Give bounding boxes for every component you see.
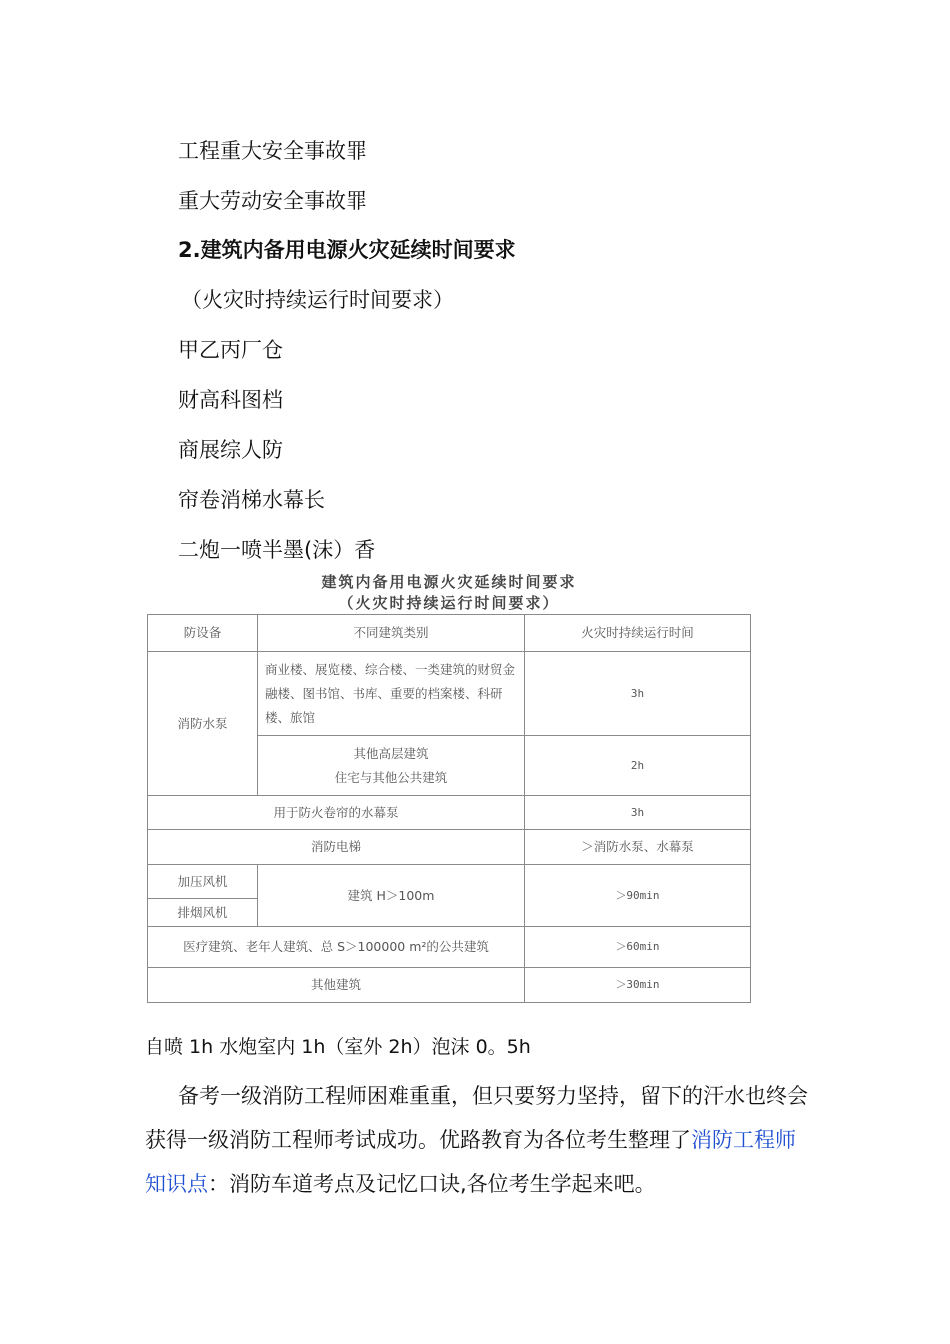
category-line: 其他高层建筑	[353, 745, 429, 761]
table-row	[148, 652, 751, 736]
line-subtitle: （火灾时持续运行时间要求）	[181, 288, 454, 312]
section-heading: 2.建筑内备用电源火灾延续时间要求	[178, 238, 516, 262]
line-2: 重大劳动安全事故罪	[178, 189, 367, 213]
category-cell: 建筑 H＞100m	[258, 865, 525, 927]
table-subtitle: （火灾时持续运行时间要求）	[338, 594, 560, 612]
table-title: 建筑内备用电源火灾延续时间要求	[321, 573, 577, 591]
time-cell: ＞60min	[525, 927, 751, 968]
category-cell: 商业楼、展览楼、综合楼、一类建筑的财贸金融楼、图书馆、书库、重要的档案楼、科研楼、旅馆	[258, 652, 525, 736]
mnemonic-line-5: 二炮一喷半墨(沫）香	[178, 538, 376, 562]
line-1: 工程重大安全事故罪	[178, 139, 367, 163]
time-cell: ＞90min	[525, 865, 751, 927]
mnemonic-line-1: 甲乙丙厂仓	[178, 338, 283, 362]
table-row	[148, 927, 751, 968]
paragraph-text-1: 备考一级消防工程师困难重重，但只要努力坚持，留下的汗水也终会获得一级消防工程师考试成功。优路教育为各位考生整理了	[145, 1084, 808, 1152]
fan-label-cell: 加压风机	[148, 865, 258, 899]
category-cell: 医疗建筑、老年人建筑、总 S＞100000 m²的公共建筑	[148, 927, 525, 968]
header-cell: 火灾时持续运行时间	[525, 615, 751, 652]
closing-paragraph	[145, 1074, 810, 1206]
category-cell: 用于防火卷帘的水幕泵	[148, 796, 525, 830]
table-row	[148, 968, 751, 1003]
category-cell	[258, 736, 525, 796]
time-cell: ＞消防水泵、水幕泵	[525, 830, 751, 865]
time-cell: 3h	[525, 796, 751, 830]
time-cell: 2h	[525, 736, 751, 796]
category-line: 住宅与其他公共建筑	[334, 769, 448, 785]
mnemonic-line-2: 财高科图档	[178, 388, 283, 412]
note-line: 自喷 1h 水炮室内 1h（室外 2h）泡沫 0。5h	[145, 1036, 531, 1058]
header-cell: 不同建筑类别	[258, 615, 525, 652]
knowledge-link[interactable]: 消防工程师知识点	[145, 1128, 796, 1196]
pump-label-cell: 消防水泵	[148, 652, 258, 796]
table-row	[148, 796, 751, 830]
time-cell: 3h	[525, 652, 751, 736]
fan-label-cell: 排烟风机	[148, 899, 258, 927]
category-cell: 消防电梯	[148, 830, 525, 865]
table-header-row	[148, 615, 751, 652]
header-cell: 防设备	[148, 615, 258, 652]
mnemonic-line-3: 商展综人防	[178, 438, 283, 462]
table-row	[148, 830, 751, 865]
category-cell: 其他建筑	[148, 968, 525, 1003]
table-row	[148, 865, 751, 899]
time-cell: ＞30min	[525, 968, 751, 1003]
duration-table	[147, 614, 751, 1003]
paragraph-text-2: ：消防车道考点及记忆口诀,各位考生学起来吧。	[208, 1172, 656, 1196]
mnemonic-line-4: 帘卷消梯水幕长	[178, 488, 325, 512]
